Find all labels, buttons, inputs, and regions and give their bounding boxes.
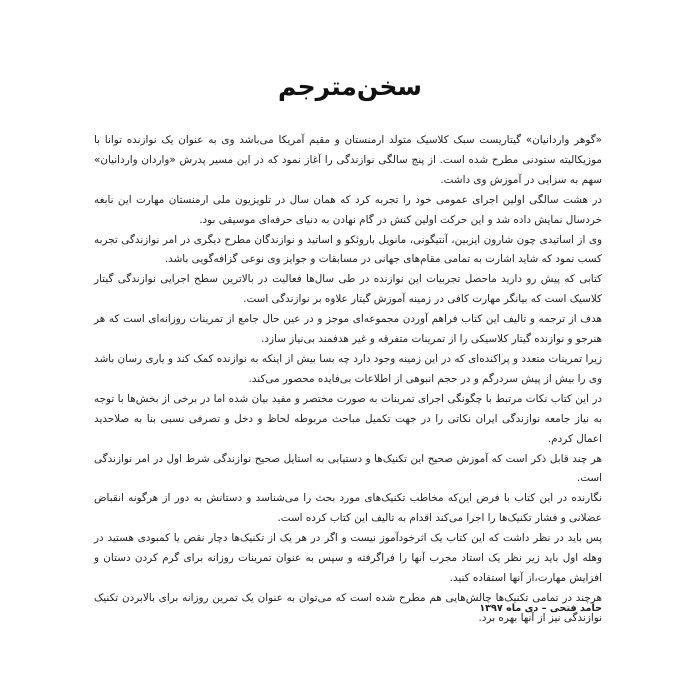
paragraph-3: وی از اساتیدی چون شارون ایزبین، آنتیگونی، مانویل باروئکو و اساتید و نوازندگان مطرح دیگری در امر نوازندگی تجربه کسب نمود که شاید اشارت به تمامی مقام‌های جهانی در مسابقات و جوایز وی نوعی گزافه‌گویی باشد. bbox=[94, 233, 602, 266]
paragraph-7: در این کتاب نکات مرتبط با چگونگی اجرای تمرینات به صورت مختصر و مفید بیان شده اما در برخی از بخش‌ها با توجه به نیاز جامعه نوازندگی ایران نکاتی را در جهت تکمیل مباحث مربوطه لحاظ و دخل و تصرفی نسبی بنا به صلاحدید اعمال کردم. bbox=[94, 392, 602, 445]
paragraph-8: هر چند قابل ذکر است که آموزش صحیح این تکنیک‌ها و دستیابی به استایل صحیح نوازندگی شرط اول در امر نوازندگی است. bbox=[94, 452, 602, 485]
paragraph-5: هدف از ترجمه و تالیف این کتاب فراهم آوردن مجموعه‌ای موجز و در عین حال جامع از تمرینات روزانه‌ای است که هر هنرجو و نوازنده گیتار کلاسیکی را از تمرینات متفرقه و غیر هدفمند بی‌نیاز سازد. bbox=[94, 313, 602, 346]
paragraph-4: کتابی که پیش رو دارید ماحصل تجربیات این نوازنده در طی سال‌ها فعالیت در بالاترین سطح اجرایی نوازندگی گیتار کلاسیک است که بیانگر مهارت کافی در زمینه آموزش گیتار علاوه بر نوازندگی است. bbox=[94, 273, 602, 306]
paragraph-11: هرچند در تمامی تکنیک‌ها چالش‌هایی هم مطرح شده است که می‌توان به عنوان یک تمرین روزانه برای بالابردن تکنیک نوازندگی نیز از آنها بهره برد. bbox=[94, 591, 602, 624]
signature-line: حامد فتحی – دی ماه ۱۳۹۷ bbox=[479, 603, 602, 614]
page-title: سخن‌مترجم bbox=[278, 72, 422, 101]
paragraph-6: زیرا تمرینات متعدد و پراکنده‌ای که در این زمینه وجود دارد چه بسا بیش از اینکه به نوازنده کمک کند و یاری رسان باشد وی را بیش از پیش سردرگم و در حجم انبوهی از اطلاعات بی‌فایده محصور می‌کند. bbox=[94, 352, 602, 385]
paragraph-2: در هشت سالگی اولین اجرای عمومی خود را تجربه کرد که همان سال در تلویزیون ملی ارمنستان مهارت این نابغه خردسال نمایش داده شد و این حرکت اولین کنش در گام نهادن به دنیای حرفه‌ای موسیقی بود. bbox=[94, 193, 602, 226]
paragraph-1: «گوهر واردانیان» گیتاریست سبک کلاسیک متولد ارمنستان و مقیم آمریکا می‌باشد وی به عنوان یک نوازنده توانا با موزیکالیته ستودنی مطرح شده است. از پنج سالگی نوازندگی را آغاز نمود که در این مسیر پدرش «واردان واردانیان» سهم به سزایی در آموزش وی داشت. bbox=[94, 134, 602, 186]
body-text bbox=[94, 131, 602, 629]
paragraph-9: نگارنده در این کتاب با فرض این‌که مخاطب تکنیک‌های مورد بحث را می‌شناسد و دستانش به دور از هرگونه انقباض عضلانی و فشار تکنیک‌ها را اجرا می‌کند اقدام به تالیف این کتاب کرده است. bbox=[94, 492, 602, 525]
paragraph-10: پس باید در نظر داشت که این کتاب یک اثرخودآموز نیست و اگر در هر یک از تکنیک‌ها دچار نقص یا کمبودی هستید در وهله اول باید زیر نظر یک استاد مجرب آنها را فراگرفته و سپس به عنوان تمرینات روزانه برای گرم کردن دستان و افزایش مهارت،از آنها استفاده کنید. bbox=[94, 532, 602, 584]
